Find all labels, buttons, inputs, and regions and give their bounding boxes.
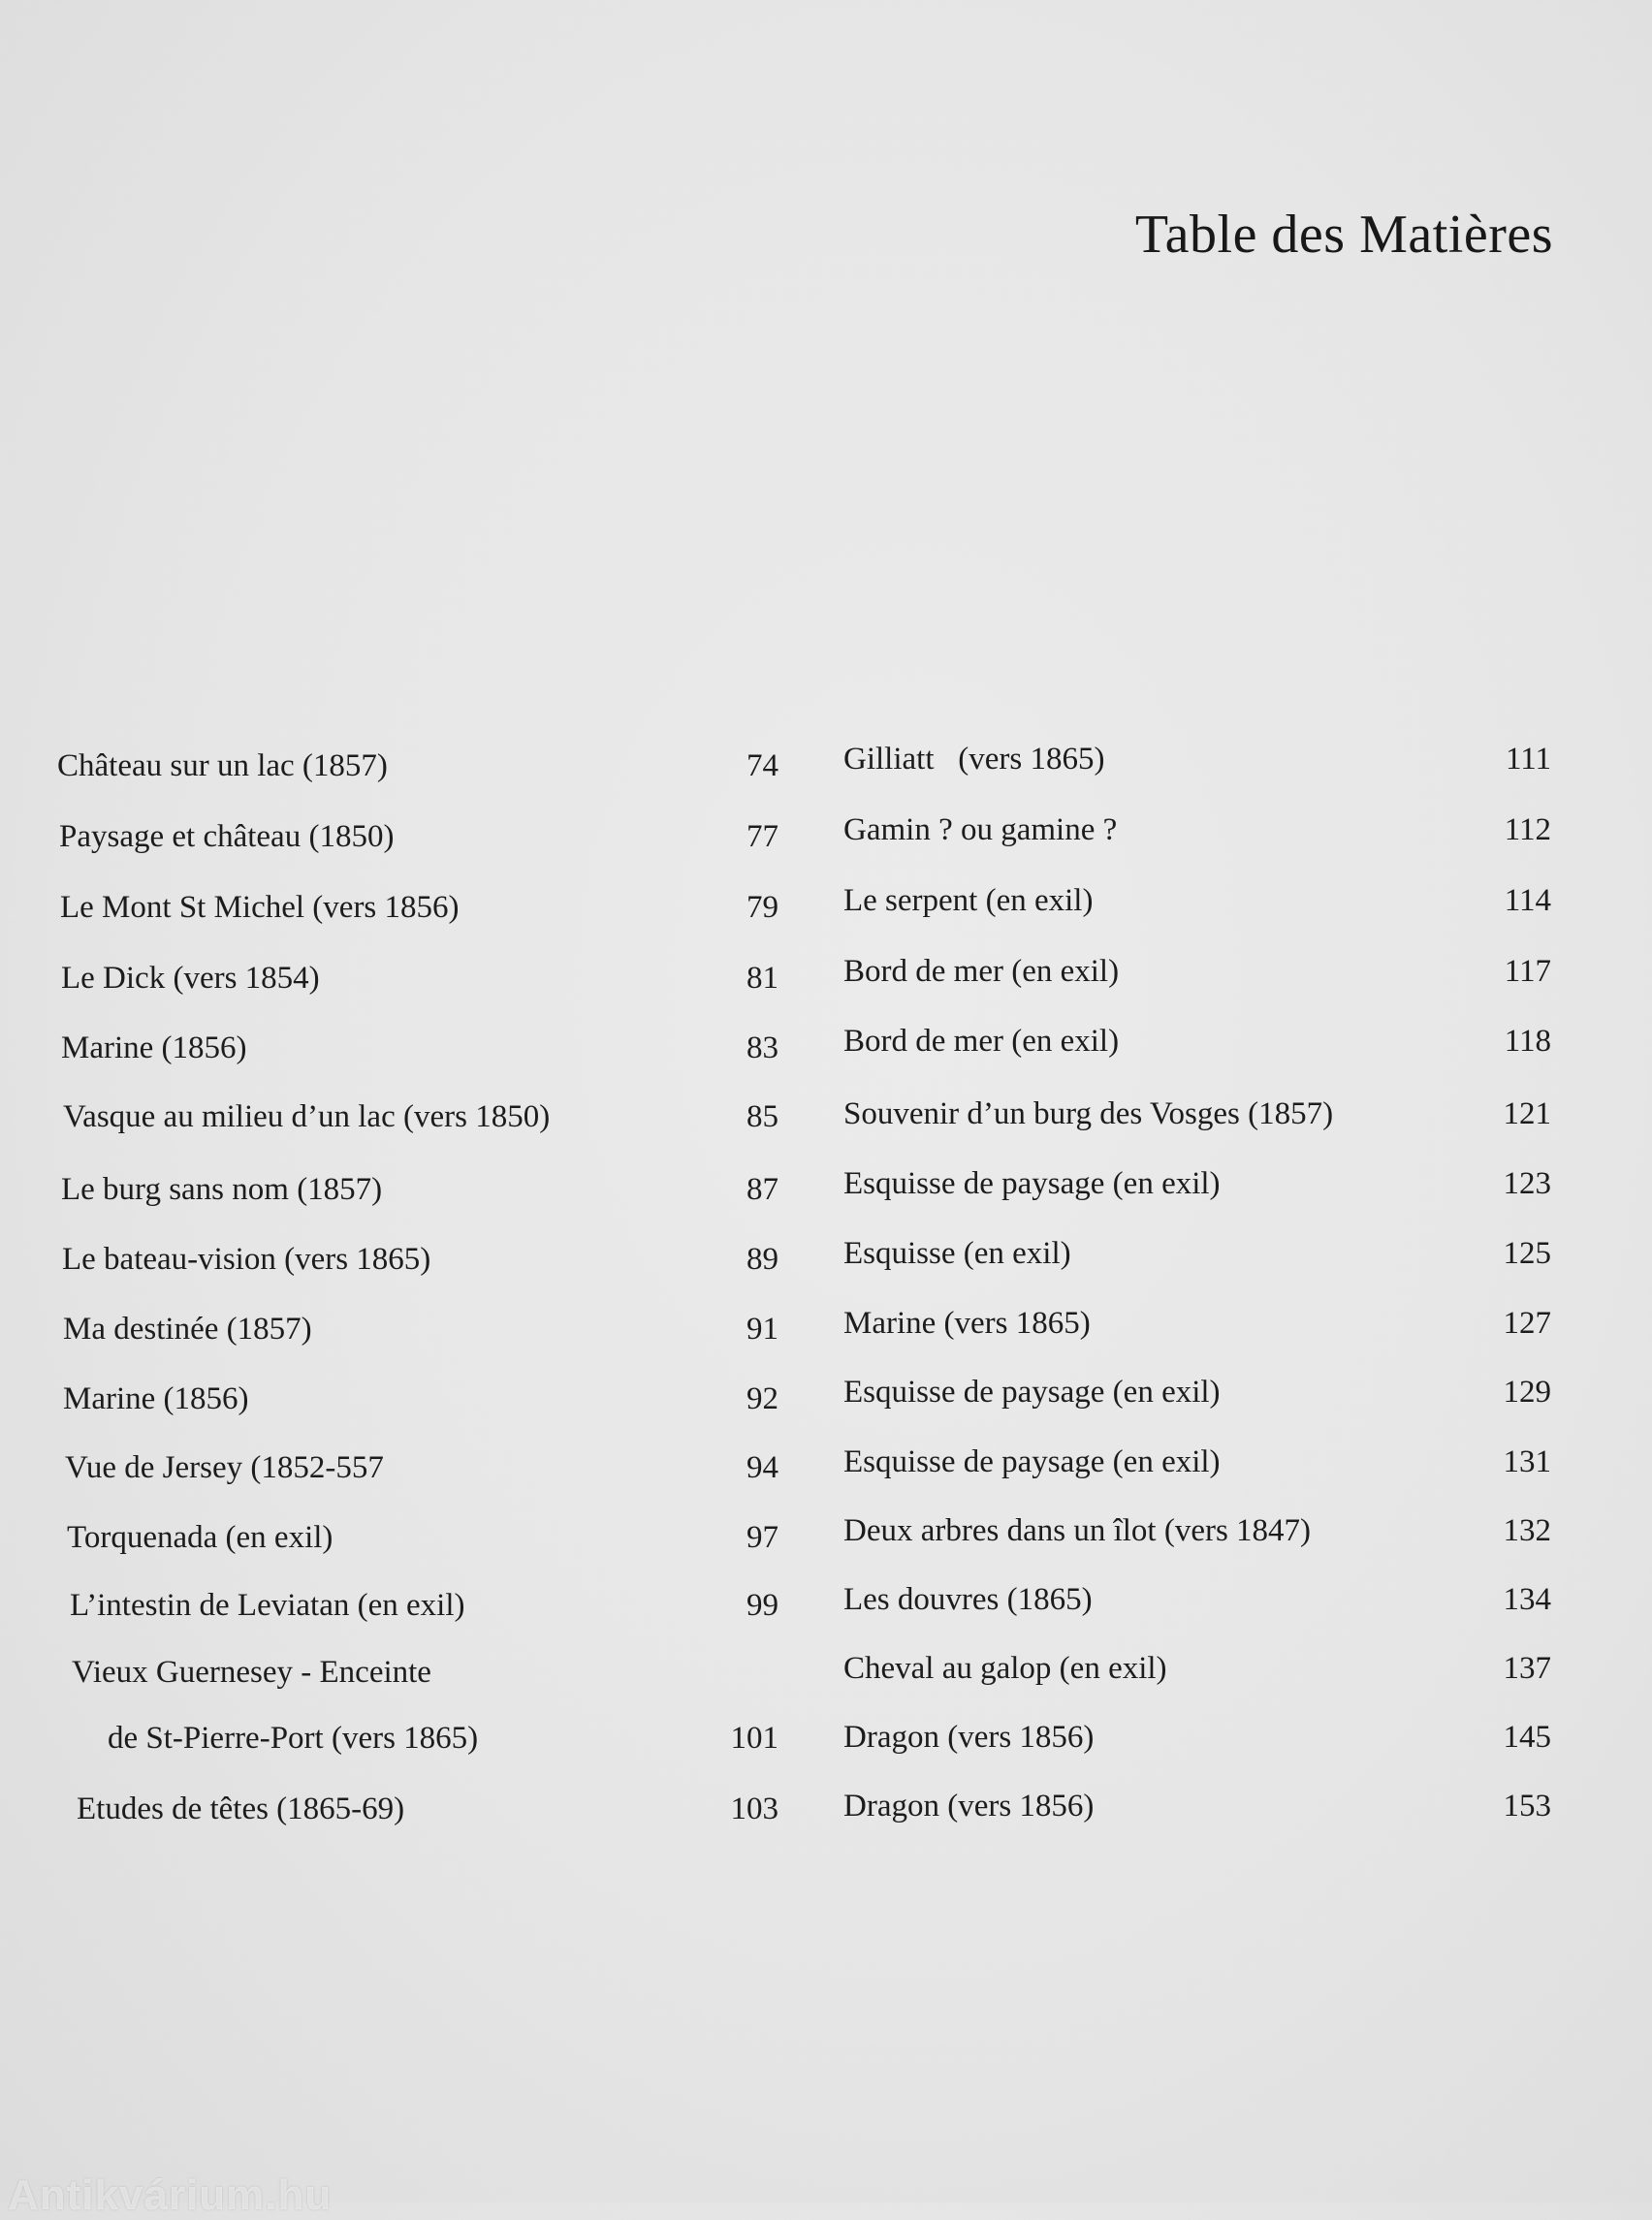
- toc-entry: [57, 743, 778, 789]
- toc-entry: [843, 877, 1551, 924]
- toc-entry: [843, 736, 1551, 782]
- toc-entry: [57, 1306, 778, 1352]
- toc-entry-title: Le bateau-vision (vers 1865): [62, 1242, 431, 1277]
- toc-entry: [57, 1715, 778, 1761]
- toc-entry-page: 89: [747, 1242, 778, 1277]
- toc-entry: [57, 1514, 778, 1561]
- toc-entry-title: de St-Pierre-Port (vers 1865): [108, 1721, 479, 1756]
- toc-entry-title: Deux arbres dans un îlot (vers 1847): [843, 1513, 1312, 1548]
- toc-entry-title: Esquisse (en exil): [843, 1236, 1071, 1271]
- toc-entry-title: Bord de mer (en exil): [843, 954, 1120, 989]
- toc-entry-page: 153: [1503, 1789, 1551, 1824]
- toc-entry-page: 94: [747, 1450, 778, 1485]
- toc-entry-page: 137: [1503, 1651, 1551, 1686]
- toc-entry: [57, 1582, 778, 1629]
- toc-entry: [843, 948, 1551, 995]
- toc-entry-title: Paysage et château (1850): [59, 819, 395, 854]
- toc-entry: [57, 1786, 778, 1832]
- toc-entry-title: Marine (vers 1865): [843, 1306, 1091, 1341]
- toc-entry: [843, 1091, 1551, 1137]
- toc-entry-title: Cheval au galop (en exil): [843, 1651, 1167, 1686]
- toc-entry-page: 77: [747, 819, 778, 854]
- toc-entry-page: 121: [1503, 1096, 1551, 1131]
- toc-entry-page: 81: [747, 961, 778, 996]
- toc-entry: [57, 955, 778, 1001]
- toc-entry-title: Souvenir d’un burg des Vosges (1857): [843, 1096, 1334, 1131]
- toc-entry: [843, 1369, 1551, 1415]
- toc-entry: [843, 1576, 1551, 1623]
- toc-entry: [57, 1376, 778, 1422]
- toc-entry-title: Gamin ? ou gamine ?: [843, 812, 1118, 847]
- watermark: Antikvárium.hu: [8, 2172, 333, 2219]
- toc-entry: [843, 1018, 1551, 1064]
- toc-entry: [57, 1166, 778, 1213]
- toc-entry-page: 85: [747, 1099, 778, 1134]
- toc-entry: [843, 1300, 1551, 1347]
- toc-entry-page: 87: [747, 1172, 778, 1207]
- toc-entry-title: Gilliatt (vers 1865): [843, 742, 1105, 777]
- toc-entry-title: Le serpent (en exil): [843, 883, 1094, 918]
- toc-entry-title: Esquisse de paysage (en exil): [843, 1166, 1221, 1201]
- toc-entry-title: Etudes de têtes (1865-69): [77, 1792, 405, 1826]
- toc-entry-title: L’intestin de Leviatan (en exil): [70, 1588, 465, 1623]
- toc-entry: [843, 1714, 1551, 1760]
- toc-entry: [843, 1160, 1551, 1207]
- toc-entry-page: 114: [1504, 883, 1551, 918]
- toc-entry-title: Marine (1856): [61, 1031, 247, 1065]
- toc-entry-title: Le Mont St Michel (vers 1856): [60, 890, 460, 925]
- toc-entry-page: 74: [747, 748, 778, 783]
- toc-entry: [57, 1444, 778, 1491]
- toc-entry-title: Les douvres (1865): [843, 1582, 1093, 1617]
- toc-entry-page: 79: [747, 890, 778, 925]
- toc-entry: [57, 1649, 778, 1696]
- toc-entry-page: 129: [1503, 1375, 1551, 1410]
- toc-entry-page: 127: [1503, 1306, 1551, 1341]
- toc-entry-page: 101: [730, 1721, 778, 1756]
- toc-entry-page: 103: [730, 1792, 778, 1826]
- toc-entry-page: 92: [747, 1381, 778, 1416]
- toc-entry-title: Le Dick (vers 1854): [61, 961, 320, 996]
- toc-entry: [57, 1236, 778, 1283]
- toc-entry-title: Esquisse de paysage (en exil): [843, 1375, 1221, 1410]
- toc-entry: [57, 1094, 778, 1140]
- toc-entry-title: Torquenada (en exil): [67, 1520, 334, 1555]
- toc-entry: [843, 1507, 1551, 1554]
- toc-entry-page: 112: [1504, 812, 1551, 847]
- toc-entry-title: Ma destinée (1857): [63, 1312, 312, 1347]
- toc-entry-title: Château sur un lac (1857): [57, 748, 388, 783]
- toc-entry-page: 145: [1503, 1720, 1551, 1755]
- toc-entry: [57, 1025, 778, 1071]
- toc-entry-page: 118: [1504, 1024, 1551, 1059]
- toc-entry-page: 117: [1504, 954, 1551, 989]
- toc-entry: [843, 1439, 1551, 1485]
- toc-entry: [843, 807, 1551, 853]
- toc-entry: [57, 884, 778, 931]
- toc-entry-title: Marine (1856): [63, 1381, 249, 1416]
- toc-entry-page: 134: [1503, 1582, 1551, 1617]
- toc-entry-page: 132: [1503, 1513, 1551, 1548]
- toc-entry-page: 123: [1503, 1166, 1551, 1201]
- toc-entry-page: 131: [1503, 1444, 1551, 1479]
- toc-entry-title: Bord de mer (en exil): [843, 1024, 1120, 1059]
- toc-entry: [843, 1230, 1551, 1277]
- toc-entry-page: 99: [747, 1588, 778, 1623]
- toc-entry: [57, 813, 778, 860]
- toc-entry-title: Vieux Guernesey - Enceinte: [72, 1655, 431, 1690]
- toc-entry-page: 97: [747, 1520, 778, 1555]
- toc-entry-title: Esquisse de paysage (en exil): [843, 1444, 1221, 1479]
- page-title: Table des Matières: [1134, 205, 1553, 265]
- toc-entry: [843, 1645, 1551, 1692]
- toc-entry-page: 91: [747, 1312, 778, 1347]
- toc-entry-title: Vasque au milieu d’un lac (vers 1850): [63, 1099, 551, 1134]
- toc-entry: [843, 1783, 1551, 1829]
- toc-entry-title: Dragon (vers 1856): [843, 1720, 1095, 1755]
- toc-entry-title: Vue de Jersey (1852-557: [65, 1450, 384, 1485]
- toc-entry-page: 125: [1503, 1236, 1551, 1271]
- toc-entry-title: Dragon (vers 1856): [843, 1789, 1095, 1824]
- toc-entry-title: Le burg sans nom (1857): [61, 1172, 383, 1207]
- toc-entry-page: 83: [747, 1031, 778, 1065]
- toc-entry-page: 111: [1505, 742, 1551, 777]
